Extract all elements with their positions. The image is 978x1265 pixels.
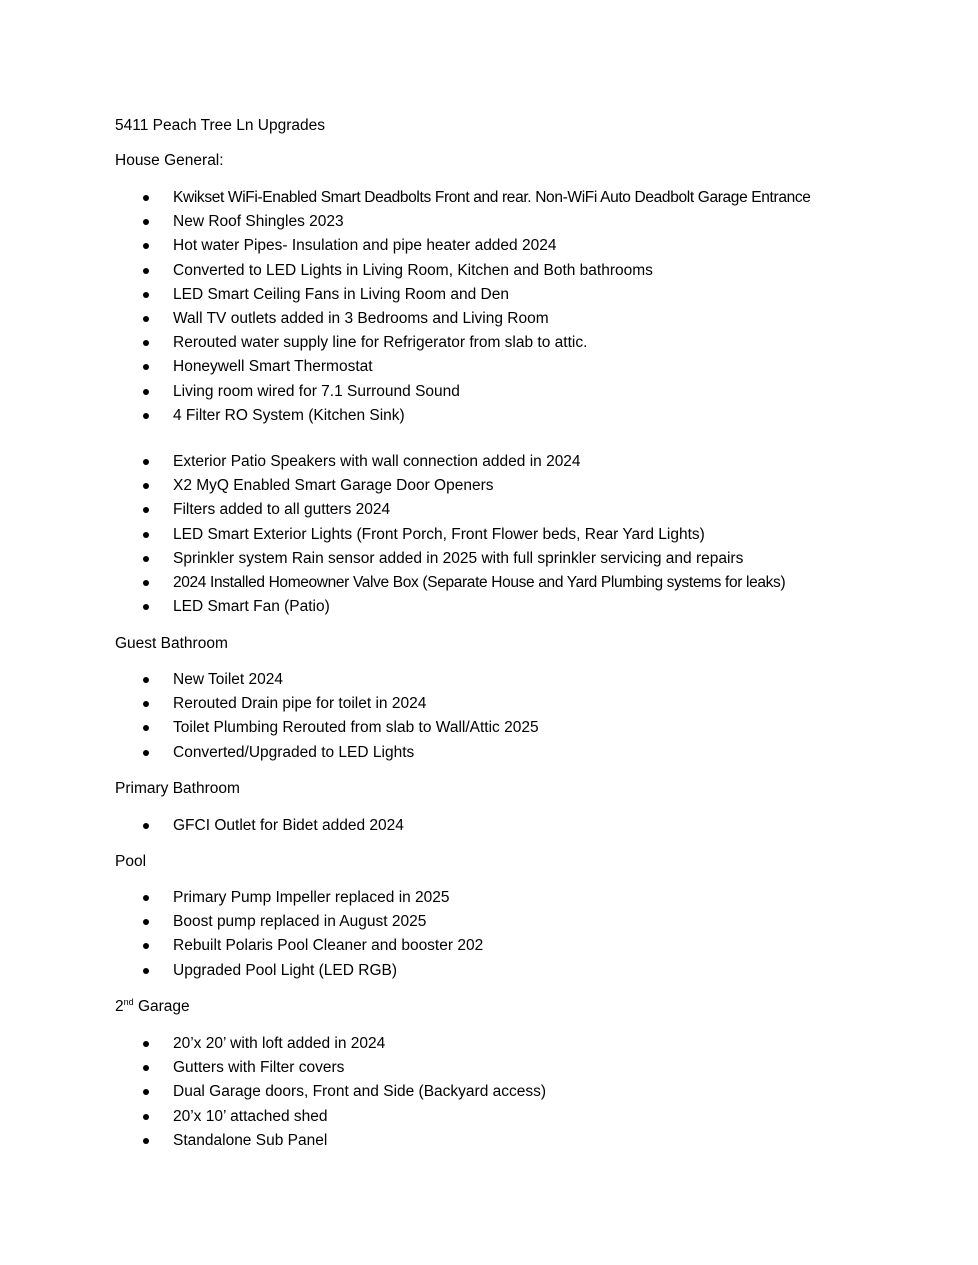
list-item: Wall TV outlets added in 3 Bedrooms and Living Room (0, 309, 978, 333)
section-heading-primary-bathroom: Primary Bathroom (115, 780, 240, 797)
list-item: New Toilet 2024 (0, 670, 978, 694)
bullet-icon (143, 195, 149, 201)
guest-bathroom-list (0, 670, 978, 767)
bullet-icon (143, 219, 149, 225)
bullet-icon (143, 919, 149, 925)
list-item: Kwikset WiFi-Enabled Smart Deadbolts Front and rear. Non-WiFi Auto Deadbolt Garage Entrance (0, 188, 978, 212)
document-title: 5411 Peach Tree Ln Upgrades (115, 117, 325, 134)
section-heading-pool: Pool (115, 853, 147, 870)
bullet-icon (143, 1114, 149, 1120)
section-heading-guest-bathroom: Guest Bathroom (115, 635, 228, 652)
list-item: Filters added to all gutters 2024 (0, 500, 978, 524)
bullet-icon (143, 340, 149, 346)
list-item: 2024 Installed Homeowner Valve Box (Separate House and Yard Plumbing systems for leaks) (0, 573, 978, 597)
list-item: Dual Garage doors, Front and Side (Backyard access) (0, 1082, 978, 1106)
garage-heading-number: 2 (115, 998, 124, 1015)
bullet-icon (143, 750, 149, 756)
pool-list (0, 888, 978, 985)
list-item: 20’x 10’ attached shed (0, 1107, 978, 1131)
garage-heading-suffix: nd (123, 996, 134, 1007)
list-item: LED Smart Fan (Patio) (0, 597, 978, 621)
bullet-icon (143, 459, 149, 465)
garage-list (0, 1034, 978, 1155)
bullet-icon (143, 316, 149, 322)
bullet-icon (143, 677, 149, 683)
list-item: Living room wired for 7.1 Surround Sound (0, 382, 978, 406)
list-item: Rerouted Drain pipe for toilet in 2024 (0, 694, 978, 718)
bullet-icon (143, 701, 149, 707)
house-general-list-a (0, 188, 978, 430)
list-item: 20’x 20’ with loft added in 2024 (0, 1034, 978, 1058)
section-heading-garage (115, 997, 190, 1017)
bullet-icon (143, 1065, 149, 1071)
list-item: GFCI Outlet for Bidet added 2024 (0, 816, 978, 840)
bullet-icon (143, 604, 149, 610)
list-item: Boost pump replaced in August 2025 (0, 912, 978, 936)
bullet-icon (143, 580, 149, 586)
list-item: Rebuilt Polaris Pool Cleaner and booster 202 (0, 936, 978, 960)
list-item: Sprinkler system Rain sensor added in 2025 with full sprinkler servicing and repairs (0, 549, 978, 573)
bullet-icon (143, 413, 149, 419)
bullet-icon (143, 968, 149, 974)
bullet-icon (143, 1041, 149, 1047)
list-item: Gutters with Filter covers (0, 1058, 978, 1082)
list-item: Upgraded Pool Light (LED RGB) (0, 961, 978, 985)
list-item: Primary Pump Impeller replaced in 2025 (0, 888, 978, 912)
list-item: Rerouted water supply line for Refrigerator from slab to attic. (0, 333, 978, 357)
bullet-icon (143, 243, 149, 249)
bullet-icon (143, 1089, 149, 1095)
bullet-icon (143, 389, 149, 395)
list-item: Converted/Upgraded to LED Lights (0, 743, 978, 767)
section-heading-house-general: House General: (115, 152, 224, 169)
bullet-icon (143, 532, 149, 538)
primary-bathroom-list (0, 816, 978, 840)
bullet-icon (143, 943, 149, 949)
list-item: Converted to LED Lights in Living Room, Kitchen and Both bathrooms (0, 261, 978, 285)
list-item: X2 MyQ Enabled Smart Garage Door Openers (0, 476, 978, 500)
list-item: Toilet Plumbing Rerouted from slab to Wall/Attic 2025 (0, 718, 978, 742)
bullet-icon (143, 507, 149, 513)
bullet-icon (143, 1138, 149, 1144)
list-item: Exterior Patio Speakers with wall connection added in 2024 (0, 452, 978, 476)
list-item: Honeywell Smart Thermostat (0, 357, 978, 381)
list-item: Hot water Pipes- Insulation and pipe heater added 2024 (0, 236, 978, 260)
bullet-icon (143, 292, 149, 298)
list-item: New Roof Shingles 2023 (0, 212, 978, 236)
bullet-icon (143, 364, 149, 370)
bullet-icon (143, 556, 149, 562)
list-item: LED Smart Ceiling Fans in Living Room and Den (0, 285, 978, 309)
bullet-icon (143, 268, 149, 274)
bullet-icon (143, 483, 149, 489)
house-general-list-b (0, 452, 978, 621)
bullet-icon (143, 895, 149, 901)
list-item: Standalone Sub Panel (0, 1131, 978, 1155)
list-item: 4 Filter RO System (Kitchen Sink) (0, 406, 978, 430)
garage-heading-rest: Garage (133, 998, 190, 1015)
bullet-icon (143, 823, 149, 829)
list-item: LED Smart Exterior Lights (Front Porch, Front Flower beds, Rear Yard Lights) (0, 525, 978, 549)
bullet-icon (143, 725, 149, 731)
